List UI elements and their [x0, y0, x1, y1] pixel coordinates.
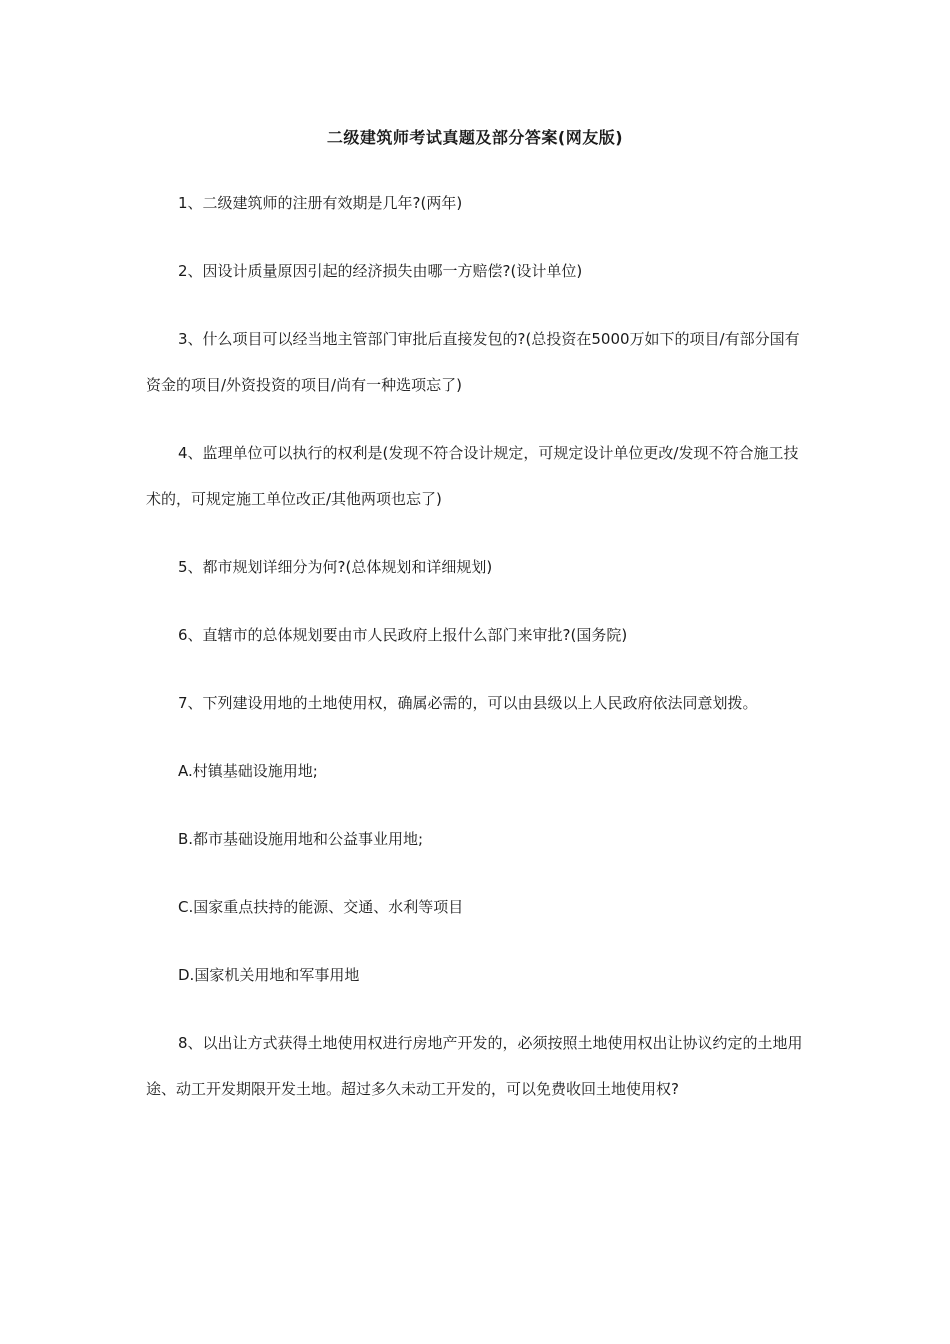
question-7-option-a: A.村镇基础设施用地;: [178, 762, 318, 780]
question-7: 7、下列建设用地的土地使用权，确属必需的，可以由县级以上人民政府依法同意划拨。: [178, 694, 758, 712]
question-8: 8、以出让方式获得土地使用权进行房地产开发的，必须按照土地使用权出让协议约定的土地用途、动工开发期限开发土地。超过多久未动工开发的，可以免费收回土地使用权?: [146, 1034, 803, 1098]
question-4: 4、监理单位可以执行的权利是(发现不符合设计规定，可规定设计单位更改/发现不符合施工技术的，可规定施工单位改正/其他两项也忘了): [146, 444, 799, 508]
question-5: 5、都市规划详细分为何?(总体规划和详细规划): [178, 558, 493, 576]
question-1: 1、二级建筑师的注册有效期是几年?(两年): [178, 194, 463, 212]
question-7-option-b: B.都市基础设施用地和公益事业用地;: [178, 830, 424, 848]
document-body: [146, 180, 808, 1134]
question-7-option-c: C.国家重点扶持的能源、交通、水利等项目: [178, 898, 464, 916]
question-7-option-d: D.国家机关用地和军事用地: [178, 966, 360, 984]
question-3: 3、什么项目可以经当地主管部门审批后直接发包的?(总投资在5000万如下的项目/有部分国有资金的项目/外资投资的项目/尚有一种选项忘了): [146, 330, 800, 394]
page-title: 二级建筑师考试真题及部分答案(网友版): [326, 128, 624, 147]
question-2: 2、因设计质量原因引起的经济损失由哪一方赔偿?(设计单位): [178, 262, 583, 280]
question-6: 6、直辖市的总体规划要由市人民政府上报什么部门来审批?(国务院): [178, 626, 628, 644]
